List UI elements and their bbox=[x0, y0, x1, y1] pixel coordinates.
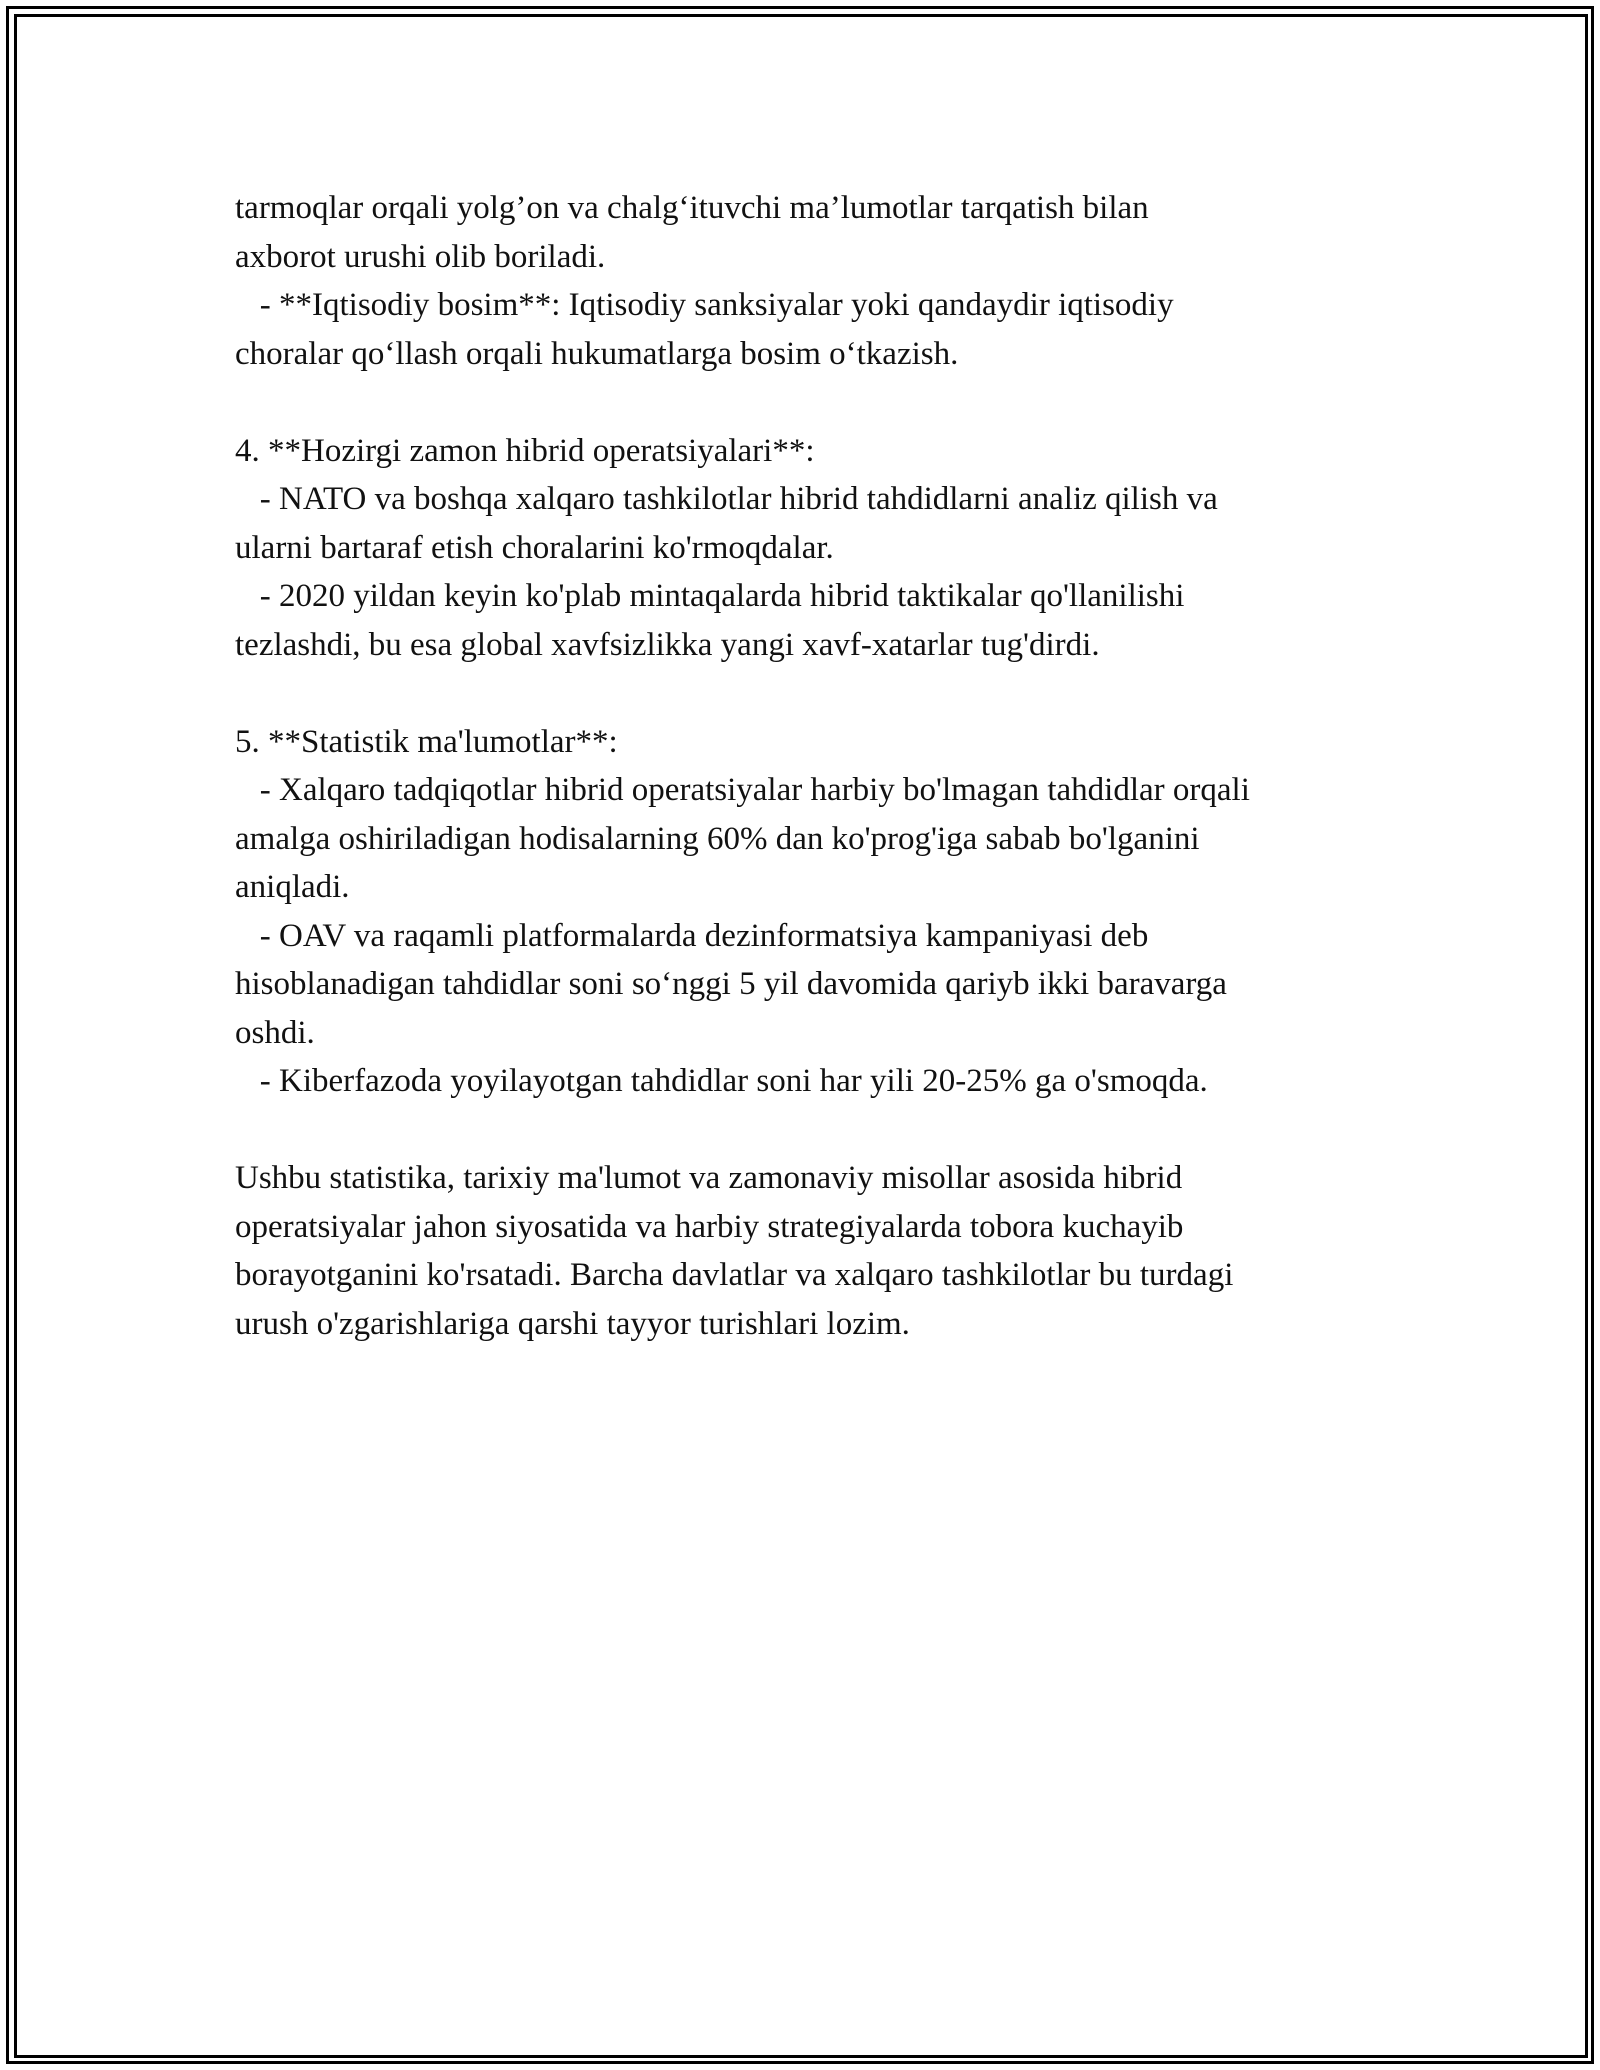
text-line: tarmoqlar orqali yolg’on va chalg‘ituvchi ma’lumotlar tarqatish bilan bbox=[235, 190, 1149, 226]
list-item-line: - OAV va raqamli platformalarda dezinformatsiya kampaniyasi deb bbox=[235, 917, 1149, 954]
conclusion-line: operatsiyalar jahon siyosatida va harbiy strategiyalarda tobora kuchayib bbox=[235, 1208, 1184, 1245]
paragraph-gap bbox=[235, 378, 1385, 427]
text-line: aniqladi. bbox=[235, 869, 350, 905]
list-item-line: - Kiberfazoda yoyilayotgan tahdidlar soni har yili 20-25% ga o'smoqda. bbox=[235, 1063, 1208, 1099]
conclusion-line: urush o'zgarishlariga qarshi tayyor turishlari lozim. bbox=[235, 1305, 910, 1342]
paragraph-gap bbox=[235, 669, 1385, 718]
text-line: tezlashdi, bu esa global xavfsizlikka yangi xavf-xatarlar tug'dirdi. bbox=[235, 626, 1100, 663]
text-line: hisoblanadigan tahdidlar soni so‘nggi 5 yil davomida qariyb ikki baravarga bbox=[235, 966, 1227, 1002]
section-heading: 5. **Statistik ma'lumotlar**: bbox=[235, 723, 618, 760]
list-item-line: - 2020 yildan keyin ko'plab mintaqalarda hibrid taktikalar qo'llanilishi bbox=[235, 578, 1185, 614]
text-line: oshdi. bbox=[235, 1014, 315, 1051]
paragraph-gap bbox=[235, 1106, 1385, 1155]
list-item-line: - Xalqaro tadqiqotlar hibrid operatsiyalar harbiy bo'lmagan tahdidlar orqali bbox=[235, 772, 1250, 808]
section-heading: 4. **Hozirgi zamon hibrid operatsiyalari**: bbox=[235, 432, 815, 469]
list-item-line: - **Iqtisodiy bosim**: Iqtisodiy sanksiyalar yoki qandaydir iqtisodiy bbox=[235, 287, 1174, 323]
text-line: ularni bartaraf etish choralarini ko'rmoqdalar. bbox=[235, 529, 834, 566]
text-line: amalga oshiriladigan hodisalarning 60% dan ko'prog'iga sabab bo'lganini bbox=[235, 820, 1200, 857]
document-body bbox=[235, 184, 1385, 1348]
list-item-line: - NATO va boshqa xalqaro tashkilotlar hibrid tahdidlarni analiz qilish va bbox=[235, 481, 1218, 517]
text-line: axborot urushi olib boriladi. bbox=[235, 238, 606, 275]
text-line: choralar qo‘llash orqali hukumatlarga bosim o‘tkazish. bbox=[235, 335, 959, 372]
conclusion-line: borayotganini ko'rsatadi. Barcha davlatlar va xalqaro tashkilotlar bu turdagi bbox=[235, 1257, 1234, 1293]
conclusion-line: Ushbu statistika, tarixiy ma'lumot va zamonaviy misollar asosida hibrid bbox=[235, 1160, 1183, 1196]
